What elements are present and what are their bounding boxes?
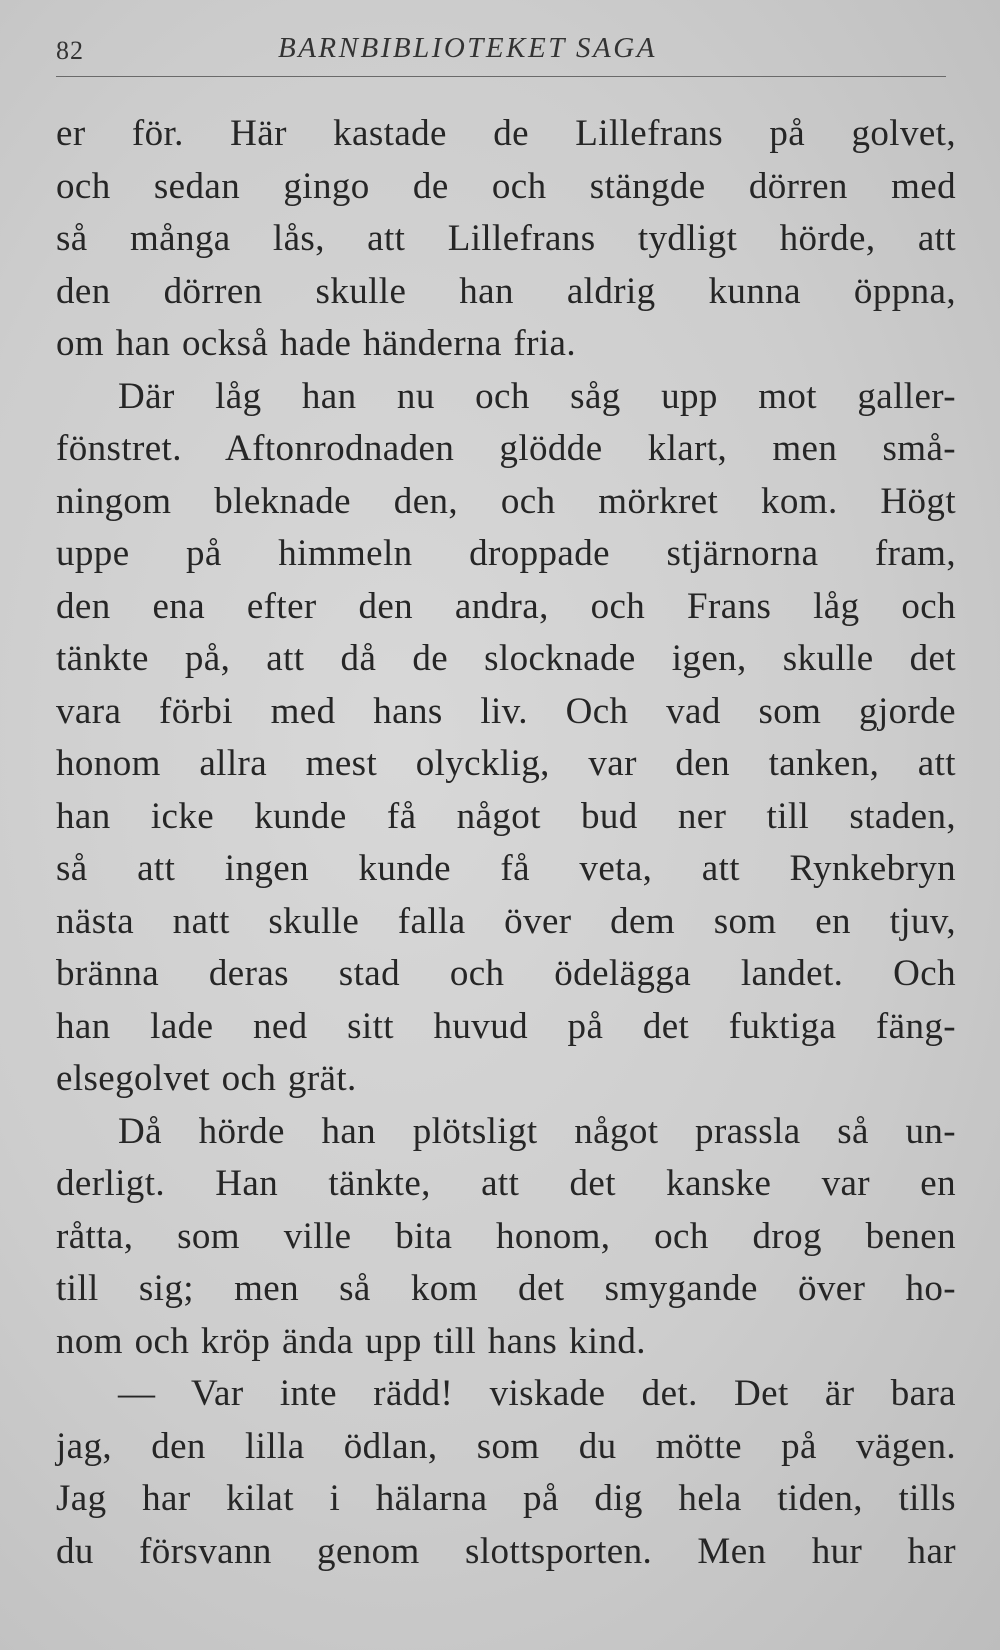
text-line: vara förbi med hans liv. Och vad som gjorde <box>56 690 956 732</box>
text-line: Då hörde han plötsligt något prassla så un- <box>118 1110 956 1152</box>
text-line: tänkte på, att då de slocknade igen, skulle det <box>56 638 956 679</box>
text-line: derligt. Han tänkte, att det kanske var en <box>56 1163 956 1204</box>
text-line: bränna deras stad och ödelägga landet. Och <box>56 953 956 994</box>
text-line: fönstret. Aftonrodnaden glödde klart, men små- <box>56 428 956 469</box>
text-line: uppe på himmeln droppade stjärnorna fram, <box>56 533 956 574</box>
text-line: råtta, som ville bita honom, och drog benen <box>56 1215 956 1257</box>
text-line: han lade ned sitt huvud på det fuktiga fäng- <box>56 1005 956 1047</box>
text-line: den dörren skulle han aldrig kunna öppna, <box>56 270 956 312</box>
header-rule <box>56 76 946 77</box>
text-line: och sedan gingo de och stängde dörren med <box>56 165 956 207</box>
text-line: så många lås, att Lillefrans tydligt hörde, att <box>56 218 956 259</box>
text-line: om han också hade händerna fria. <box>56 323 577 364</box>
text-line: jag, den lilla ödlan, som du mötte på vägen. <box>56 1425 956 1467</box>
text-line: er för. Här kastade de Lillefrans på golvet, <box>56 113 956 154</box>
text-line: Där låg han nu och såg upp mot galler- <box>118 375 956 417</box>
text-line: nästa natt skulle falla över dem som en tjuv, <box>56 900 956 942</box>
body-text <box>56 108 956 1578</box>
text-line: Jag har kilat i hälarna på dig hela tiden, tills <box>56 1478 956 1519</box>
text-line: till sig; men så kom det smygande över ho- <box>56 1268 956 1309</box>
text-line: så att ingen kunde få veta, att Rynkebryn <box>56 848 956 889</box>
page-number: 82 <box>56 36 84 65</box>
text-line: nom och kröp ända upp till hans kind. <box>56 1320 646 1362</box>
running-title: BARNBIBLIOTEKET SAGA <box>278 32 657 64</box>
text-line: honom allra mest olycklig, var den tanken, att <box>56 743 956 784</box>
text-line: ningom bleknade den, och mörkret kom. Högt <box>56 480 956 522</box>
text-line: elsegolvet och grät. <box>56 1058 357 1099</box>
text-line: han icke kunde få något bud ner till staden, <box>56 795 956 837</box>
running-head <box>56 22 946 70</box>
text-line: du försvann genom slottsporten. Men hur har <box>56 1530 956 1572</box>
text-line: — Var inte rädd! viskade det. Det är bara <box>118 1373 956 1414</box>
text-line: den ena efter den andra, och Frans låg och <box>56 585 956 627</box>
